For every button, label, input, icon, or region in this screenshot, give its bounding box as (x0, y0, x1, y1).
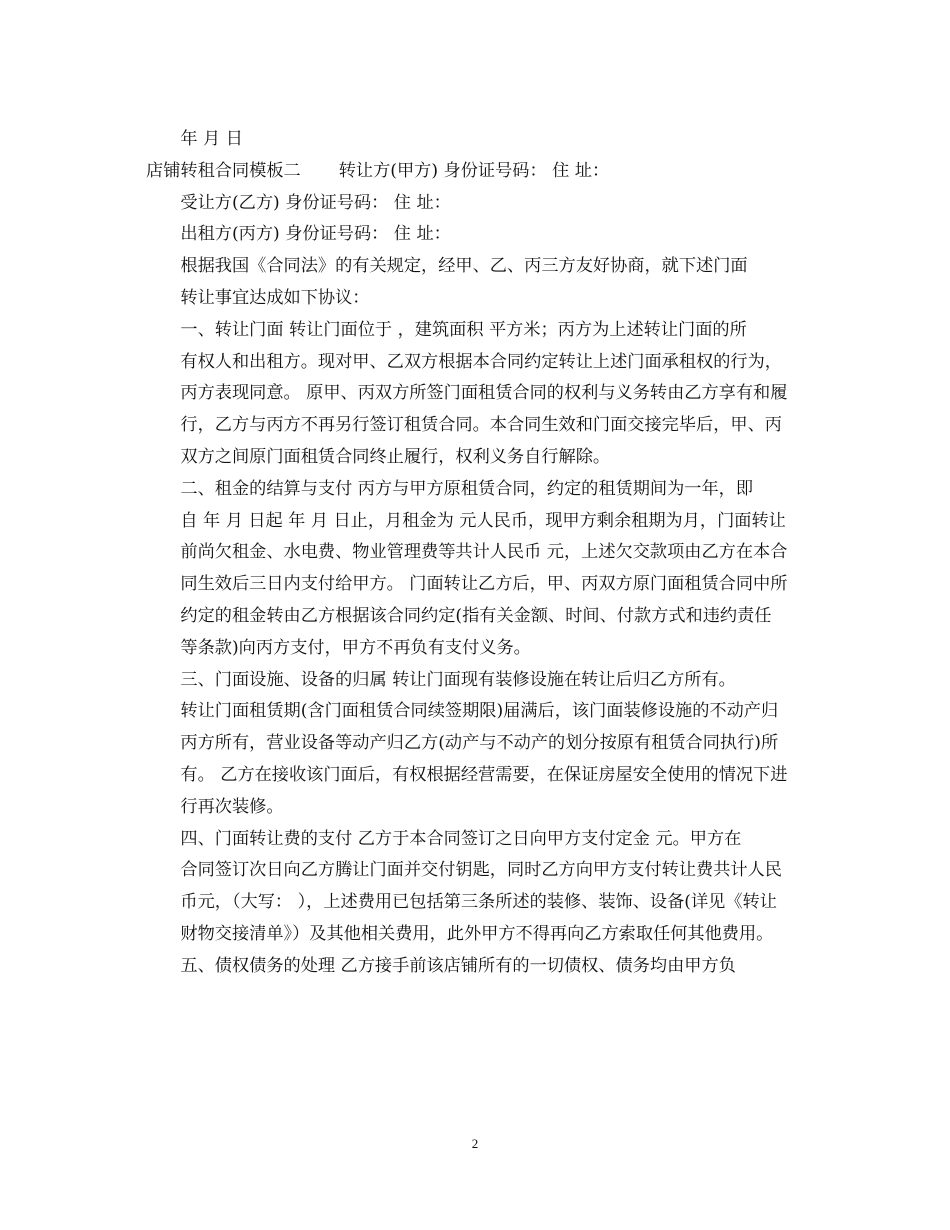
paragraph-line: 前尚欠租金、水电费、物业管理费等共计人民币 元，上述欠交款项由乙方在本合 (180, 542, 788, 563)
page-number: 2 (471, 1136, 479, 1151)
paragraph-line: 五、债权债务的处理 乙方接手前该店铺所有的一切债权、债务均由甲方负 (180, 955, 736, 976)
date-line-text: 年 月 日 (180, 129, 243, 149)
party-c-paragraph (146, 219, 806, 251)
intro-paragraph (146, 251, 806, 315)
paragraph-line: 合同签订次日向乙方腾让门面并交付钥匙，同时乙方向甲方支付转让费共计人民 (180, 860, 782, 881)
paragraph-line: 二、租金的结算与支付 丙方与甲方原租赁合同，约定的租赁期间为一年，即 (180, 478, 754, 499)
paragraph-line: 等条款)向丙方支付，甲方不再负有支付义务。 (180, 637, 531, 658)
party-c-line: 出租方(丙方) 身份证号码： 住 址： (180, 224, 451, 245)
party-b-line: 受让方(乙方) 身份证号码： 住 址： (180, 192, 451, 213)
paragraph-line: 有权人和出租方。现对甲、乙双方根据本合同约定转让上述门面承租权的行为， (180, 351, 782, 372)
paragraph-line: 行，乙方与丙方不再另行签订租赁合同。本合同生效和门面交接完毕后，甲、丙 (180, 415, 782, 436)
paragraph-line: 币元，（大写： ），上述费用已包括第三条所述的装修、装饰、设备(详见《转让 (180, 892, 777, 913)
clause-5-paragraph (146, 951, 806, 983)
paragraph-line: 三、门面设施、设备的归属 转让门面现有装修设施在转让后归乙方所有。 (180, 669, 736, 690)
paragraph-line: 有。 乙方在接收该门面后，有权根据经营需要，在保证房屋安全使用的情况下进 (180, 764, 788, 785)
date-line (146, 124, 806, 156)
paragraph-line: 行再次装修。 (180, 796, 284, 817)
paragraph-line: 根据我国《合同法》的有关规定，经甲、乙、丙三方友好协商，就下述门面 (180, 256, 748, 277)
paragraph-line: 转让门面租赁期(含门面租赁合同续签期限)届满后，该门面装修设施的不动产归 (180, 701, 779, 722)
paragraph-line: 丙方表现同意。 原甲、丙双方所签门面租赁合同的权利与义务转由乙方享有和履 (180, 383, 788, 404)
clause-3-paragraph (146, 665, 806, 824)
document-title: 店铺转租合同模板二 (146, 160, 301, 181)
clause-1-paragraph (146, 315, 806, 474)
paragraph-line: 约定的租金转由乙方根据该合同约定(指有关金额、时间、付款方式和违约责任 (180, 605, 772, 626)
paragraph-line: 双方之间原门面租赁合同终止履行，权利义务自行解除。 (180, 446, 611, 467)
paragraph-line: 丙方所有，营业设备等动产归乙方(动产与不动产的划分按原有租赁合同执行)所 (180, 733, 779, 754)
paragraph-line: 四、门面转让费的支付 乙方于本合同签订之日向甲方支付定金 元。甲方在 (180, 828, 742, 849)
party-b-paragraph (146, 188, 806, 220)
paragraph-line: 转让事宜达成如下协议： (180, 287, 370, 308)
paragraph-line: 一、转让门面 转让门面位于 ，建筑面积 平方米；丙方为上述转让门面的所 (180, 319, 747, 340)
clause-2-paragraph (146, 474, 806, 665)
clause-4-paragraph (146, 824, 806, 951)
party-a-line: 转让方(甲方) 身份证号码： 住 址： (338, 160, 610, 181)
paragraph-line: 同生效后三日内支付给甲方。 门面转让乙方后，甲、丙双方原门面租赁合同中所 (180, 574, 788, 595)
document-body (146, 124, 806, 983)
title-line (146, 156, 806, 188)
paragraph-line: 财物交接清单》）及其他相关费用，此外甲方不得再向乙方索取任何其他费用。 (180, 923, 774, 944)
paragraph-line: 自 年 月 日起 年 月 日止，月租金为 元人民币，现甲方剩余租期为月，门面转让 (180, 510, 786, 531)
